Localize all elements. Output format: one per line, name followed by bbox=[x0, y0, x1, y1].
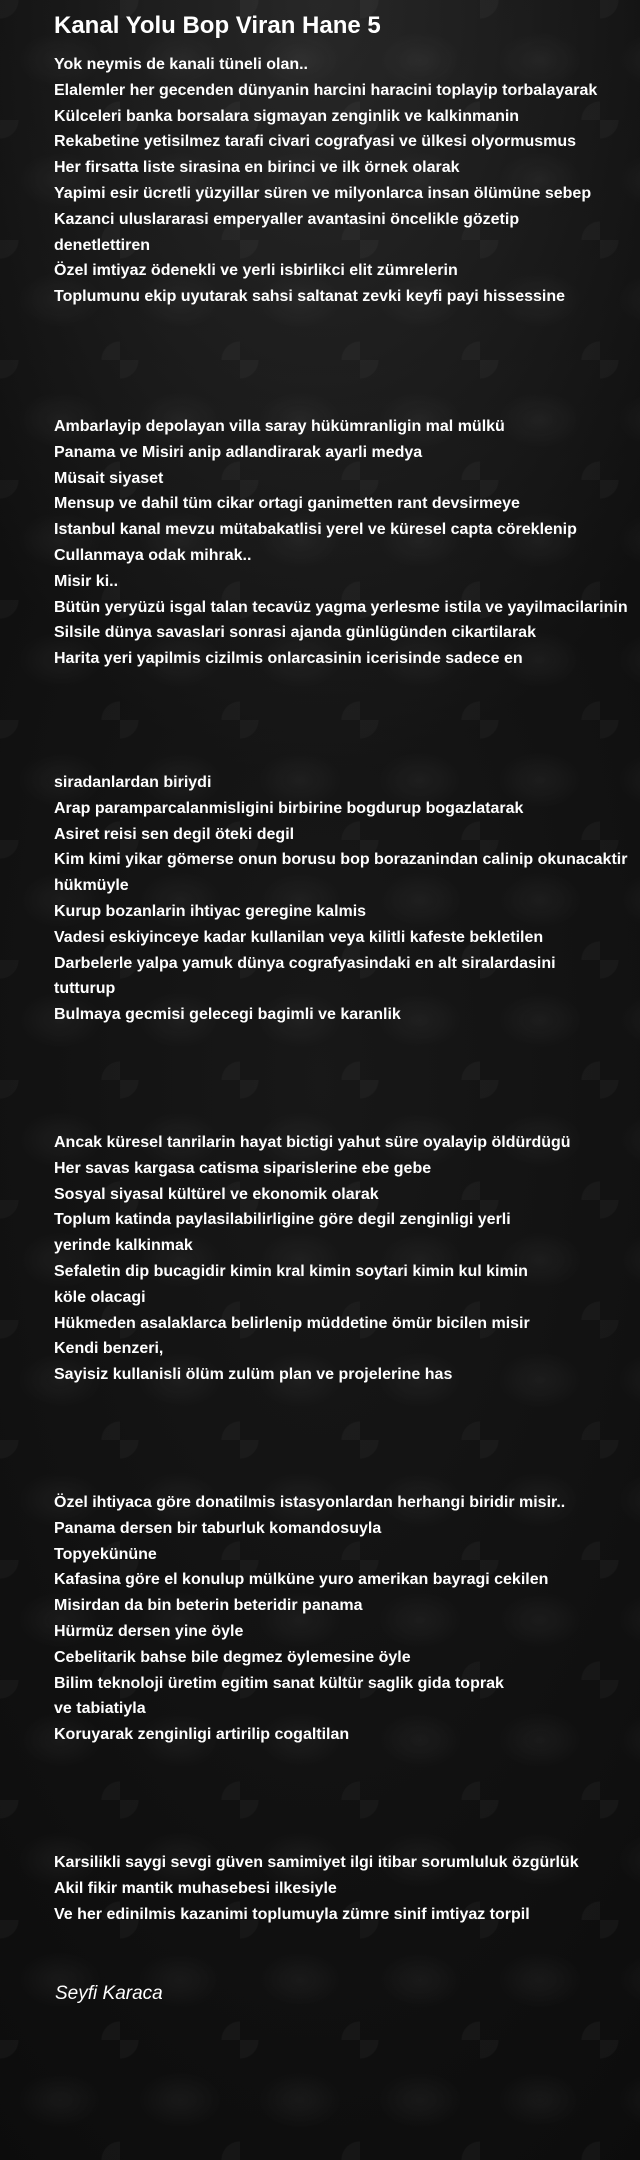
poem-line: Topyekününe bbox=[54, 1545, 157, 1563]
poem-line: Akil fikir mantik muhasebesi ilkesiyle bbox=[54, 1879, 337, 1897]
stanza-4 bbox=[54, 1130, 634, 1388]
poem-line: Sosyal siyasal kültürel ve ekonomik olarak bbox=[54, 1185, 379, 1203]
poem-line: yerinde kalkinmak bbox=[54, 1237, 193, 1255]
poem-line: Sefaletin dip bucagidir kimin kral kimin soytari kimin kul kimin bbox=[54, 1262, 528, 1280]
poem-line: denetlettiren bbox=[54, 236, 151, 254]
poem-line: Her firsatta liste sirasina en birinci ve ilk örnek olarak bbox=[54, 159, 460, 177]
poem-line: Toplum katinda paylasilabilirligine göre degil zenginligi yerli bbox=[54, 1211, 511, 1229]
poem-line: Silsile dünya savaslari sonrasi ajanda günlügünden cikartilarak bbox=[54, 624, 536, 642]
poem-line: Ancak küresel tanrilarin hayat bictigi yahut süre oyalayip öldürdügü bbox=[54, 1134, 571, 1151]
poem-line: Müsait siyaset bbox=[54, 469, 164, 487]
poem-line: Toplumunu ekip uyutarak sahsi saltanat zevki keyfi payi hissessine bbox=[54, 288, 566, 306]
poem-line: Harita yeri yapilmis cizilmis onlarcasinin icerisinde sadece en bbox=[54, 650, 523, 668]
poem-line: Yapimi esir ücretli yüzyillar süren ve milyonlarca insan ölümüne sebep bbox=[54, 184, 592, 202]
poem-line: Hürmüz dersen yine öyle bbox=[54, 1622, 244, 1640]
poem-line: Bulmaya gecmisi gelecegi bagimli ve karanlik bbox=[54, 1006, 401, 1024]
poem-line: Koruyarak zenginligi artirilip cogaltilan bbox=[54, 1726, 350, 1744]
poem-line: Misirdan da bin beterin beteridir panama bbox=[54, 1597, 363, 1615]
poem-line: Arap paramparcalanmisligini birbirine bogdurup bogazlatarak bbox=[54, 799, 524, 817]
poem-line: köle olacagi bbox=[54, 1288, 146, 1306]
poem-line: Her savas kargasa catisma siparislerine ebe gebe bbox=[54, 1159, 432, 1177]
poem-line: Darbelerle yalpa yamuk dünya cografyasindaki en alt siralardasini bbox=[54, 954, 556, 972]
poem-line: Kurup bozanlarin ihtiyac geregine kalmis bbox=[54, 902, 367, 920]
poem-line: siradanlardan biriydi bbox=[54, 774, 212, 791]
poem-line: Özel imtiyaz ödenekli ve yerli isbirlikci elit zümrelerin bbox=[54, 262, 458, 280]
poem-line: Rekabetine yetisilmez tarafi civari cografyasi ve ülkesi olyormusmus bbox=[54, 133, 577, 151]
poem-line: ve tabiatiyla bbox=[54, 1700, 146, 1718]
poem-line: Ve her edinilmis kazanimi toplumuyla zümre sinif imtiyaz torpil bbox=[54, 1905, 530, 1923]
stanza-5 bbox=[54, 1490, 634, 1748]
poem-line: Hükmeden asalaklarca belirlenip müddetine ömür bicilen misir bbox=[54, 1314, 530, 1332]
poem-line: Vadesi eskiyinceye kadar kullanilan veya kilitli kafeste bekletilen bbox=[54, 928, 544, 946]
poem-line: Istanbul kanal mevzu mütabakatlisi yerel ve küresel capta cöreklenip bbox=[54, 521, 577, 539]
poem-line: Yok neymis de kanali tüneli olan.. bbox=[54, 56, 308, 73]
poem-line: Bilim teknoloji üretim egitim sanat kültür saglik gida toprak bbox=[54, 1674, 504, 1692]
poem-line: Asiret reisi sen degil öteki degil bbox=[54, 825, 295, 843]
stanza-3 bbox=[54, 770, 634, 1028]
poem-line: Külceleri banka borsalara sigmayan zenginlik ve kalkinmanin bbox=[54, 107, 520, 125]
poem-line: tutturup bbox=[54, 980, 116, 998]
poem-line: Ambarlayip depolayan villa saray hükümranligin mal mülkü bbox=[54, 418, 505, 435]
poem-line: Kazanci uluslararasi emperyaller avantasini öncelikle gözetip bbox=[54, 210, 520, 228]
poem-line: hükmüyle bbox=[54, 877, 129, 895]
poem-line: Kendi benzeri, bbox=[54, 1340, 164, 1358]
poem-line: Kim kimi yikar gömerse onun borusu bop borazanindan calinip okunacaktir bbox=[54, 851, 628, 869]
poem-line: Panama ve Misiri anip adlandirarak ayarli medya bbox=[54, 443, 423, 461]
poem-line: Cullanmaya odak mihrak.. bbox=[54, 546, 252, 564]
stanza-6 bbox=[54, 1850, 634, 1927]
poem-line: Özel ihtiyaca göre donatilmis istasyonlardan herhangi biridir misir.. bbox=[54, 1494, 566, 1511]
poem-line: Elalemler her gecenden dünyanin harcini haracini toplayip torbalayarak bbox=[54, 81, 598, 99]
poem-line: Kafasina göre el konulup mülküne yuro amerikan bayragi cekilen bbox=[54, 1571, 549, 1589]
poem-line: Mensup ve dahil tüm cikar ortagi ganimetten rant devsirmeye bbox=[54, 495, 520, 513]
poem-line: Cebelitarik bahse bile degmez öylemesine öyle bbox=[54, 1648, 411, 1666]
poem-author: Seyfi Karaca bbox=[55, 1983, 163, 2004]
poem-line: Panama dersen bir taburluk komandosuyla bbox=[54, 1519, 382, 1537]
stanza-1 bbox=[54, 52, 634, 310]
poem-line: Karsilikli saygi sevgi güven samimiyet ilgi itibar sorumluluk özgürlük bbox=[54, 1854, 579, 1871]
poem-line: Misir ki.. bbox=[54, 572, 119, 590]
poem-line: Sayisiz kullanisli ölüm zulüm plan ve projelerine has bbox=[54, 1366, 453, 1384]
poem-line: Bütün yeryüzü isgal talan tecavüz yagma yerlesme istila ve yayilmacilarinin bbox=[54, 598, 628, 616]
stanza-2 bbox=[54, 414, 634, 672]
poem-title: Kanal Yolu Bop Viran Hane 5 bbox=[54, 12, 381, 39]
